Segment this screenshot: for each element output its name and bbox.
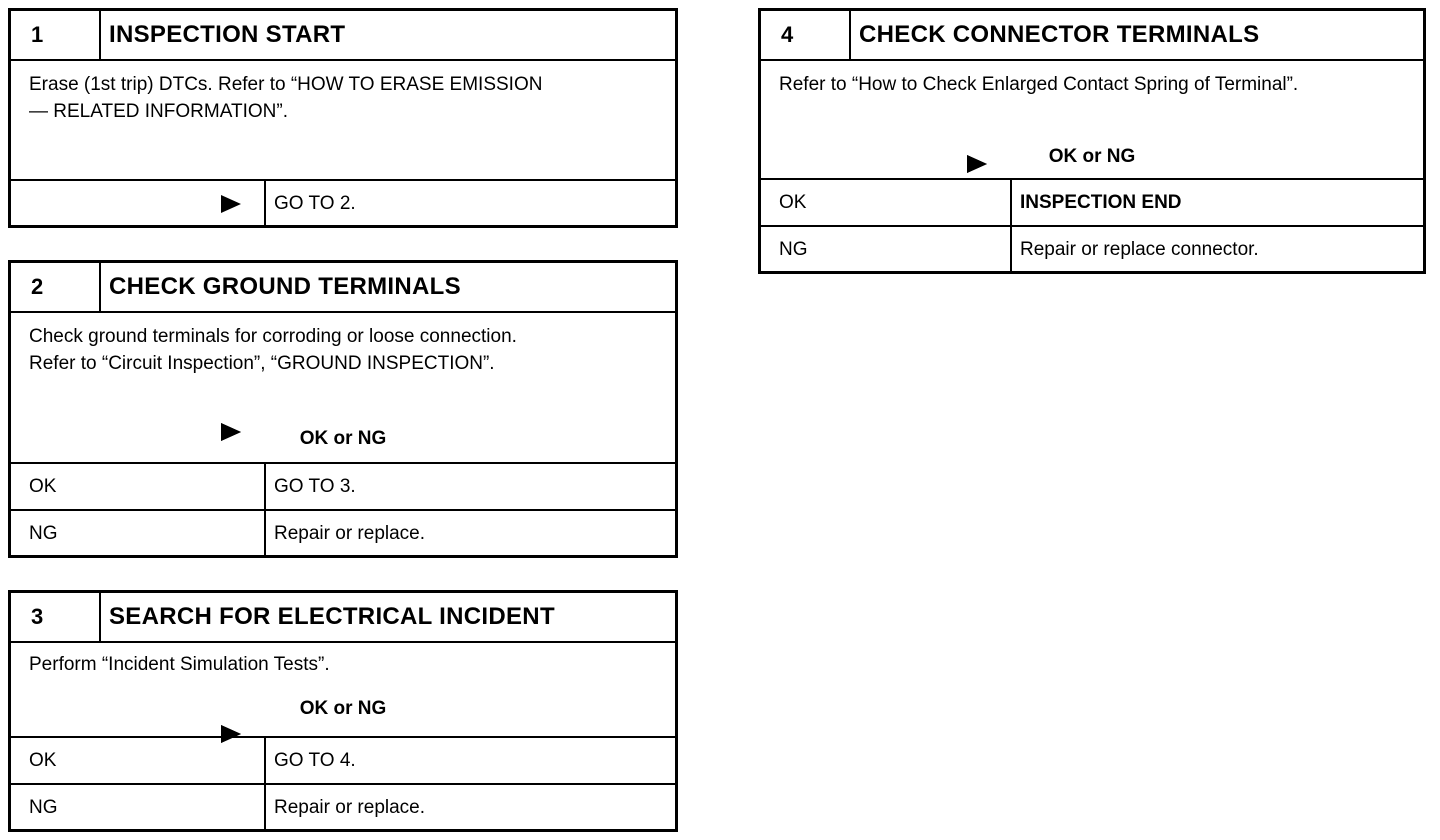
result-row-ng bbox=[11, 783, 675, 830]
result-action: INSPECTION END bbox=[1020, 191, 1182, 213]
result-label: NG bbox=[11, 511, 266, 556]
step-1-header bbox=[11, 11, 675, 61]
result-label: OK bbox=[11, 738, 266, 783]
step-instruction: Refer to “How to Check Enlarged Contact Spring of Terminal”. bbox=[779, 74, 1299, 95]
result-row-ok bbox=[761, 178, 1423, 225]
step-title: SEARCH FOR ELECTRICAL INCIDENT bbox=[109, 603, 555, 630]
result-row-ng bbox=[761, 225, 1423, 272]
step-number: 4 bbox=[761, 11, 851, 59]
result-label: NG bbox=[761, 227, 1012, 272]
step-instruction: Perform “Incident Simulation Tests”. bbox=[29, 654, 330, 675]
arrow-icon bbox=[967, 155, 987, 173]
result-action: Repair or replace. bbox=[274, 522, 426, 544]
result-action: GO TO 3. bbox=[274, 475, 356, 497]
step-title: INSPECTION START bbox=[109, 21, 346, 48]
step-instruction: — RELATED INFORMATION”. bbox=[29, 101, 288, 122]
step-3-body bbox=[11, 643, 675, 736]
step-3-box bbox=[8, 590, 678, 832]
result-action: Repair or replace. bbox=[274, 796, 426, 818]
step-2-header bbox=[11, 263, 675, 313]
step-4-box bbox=[758, 8, 1426, 274]
step-number: 2 bbox=[11, 263, 101, 311]
result-label: OK bbox=[761, 180, 1012, 225]
step-2-body bbox=[11, 313, 675, 462]
ok-or-ng-label: OK or NG bbox=[1048, 146, 1136, 167]
result-label-cell bbox=[11, 181, 266, 226]
step-1-body bbox=[11, 61, 675, 179]
step-2-box bbox=[8, 260, 678, 558]
result-label: OK bbox=[11, 464, 266, 509]
step-4-header bbox=[761, 11, 1423, 61]
step-number: 1 bbox=[11, 11, 101, 59]
result-row-ng bbox=[11, 509, 675, 556]
step-1-box bbox=[8, 8, 678, 228]
step-title: CHECK GROUND TERMINALS bbox=[109, 273, 461, 300]
step-4-body bbox=[761, 61, 1423, 178]
ok-or-ng-label: OK or NG bbox=[299, 428, 387, 449]
arrow-icon bbox=[221, 195, 241, 213]
step-instruction: Refer to “Circuit Inspection”, “GROUND INSPECTION”. bbox=[29, 353, 495, 374]
step-number: 3 bbox=[11, 593, 101, 641]
result-row-ok bbox=[11, 736, 675, 783]
result-label: NG bbox=[11, 785, 266, 830]
step-title: CHECK CONNECTOR TERMINALS bbox=[859, 21, 1260, 48]
step-instruction: Erase (1st trip) DTCs. Refer to “HOW TO ERASE EMISSION bbox=[29, 74, 543, 95]
ok-or-ng-label: OK or NG bbox=[299, 698, 387, 719]
result-action: GO TO 4. bbox=[274, 749, 356, 771]
result-row-ok bbox=[11, 462, 675, 509]
result-action: GO TO 2. bbox=[274, 192, 356, 214]
result-row bbox=[11, 179, 675, 226]
arrow-icon bbox=[221, 423, 241, 441]
step-3-header bbox=[11, 593, 675, 643]
step-instruction: Check ground terminals for corroding or loose connection. bbox=[29, 326, 517, 347]
result-action: Repair or replace connector. bbox=[1020, 238, 1259, 260]
arrow-icon bbox=[221, 725, 241, 743]
